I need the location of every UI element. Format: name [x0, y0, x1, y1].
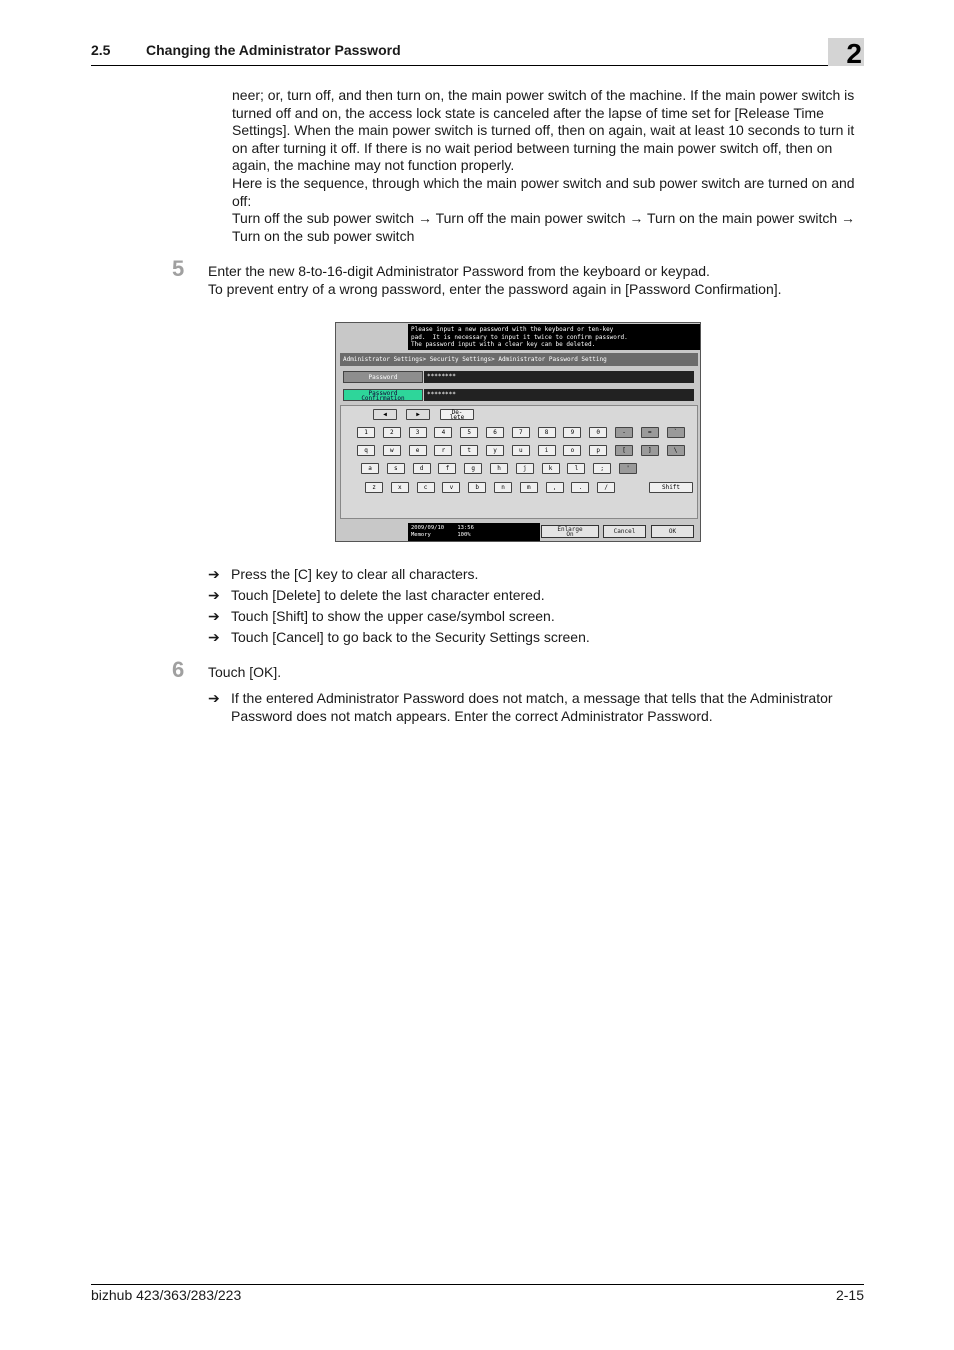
bullet-text-line-1: If the entered Administrator Password does not match, a message that tells that the Administrator: [231, 690, 833, 706]
section-title: Changing the Administrator Password: [146, 42, 401, 58]
key-row3-9[interactable]: ;: [593, 463, 611, 474]
step5-line-2: To prevent entry of a wrong password, enter the password again in [Password Confirmation].: [208, 280, 782, 297]
footer-rule: [91, 1284, 864, 1285]
key-row2-7[interactable]: i: [538, 445, 556, 456]
key-row1-11[interactable]: =: [641, 427, 659, 438]
key-row4-3[interactable]: v: [442, 482, 460, 493]
key-row2-10[interactable]: [: [615, 445, 633, 456]
cancel-button[interactable]: Cancel: [603, 525, 646, 538]
key-row2-2[interactable]: e: [409, 445, 427, 456]
key-row1-0[interactable]: 1: [357, 427, 375, 438]
key-row3-0[interactable]: a: [361, 463, 379, 474]
key-row3-2[interactable]: d: [413, 463, 431, 474]
key-row3-8[interactable]: l: [567, 463, 585, 474]
status-bar: 2009/09/10 13:56 Memory 100%: [408, 523, 540, 541]
password-confirmation-field[interactable]: ********: [424, 389, 694, 401]
key-row1-3[interactable]: 4: [434, 427, 452, 438]
key-row4-1[interactable]: x: [391, 482, 409, 493]
key-row4-2[interactable]: c: [417, 482, 435, 493]
chapter-number: 2: [846, 38, 862, 69]
key-row1-6[interactable]: 7: [512, 427, 530, 438]
step-number-5: 5: [172, 256, 185, 281]
password-field[interactable]: ********: [424, 371, 694, 383]
key-row1-1[interactable]: 2: [383, 427, 401, 438]
step6-text: Touch [OK].: [208, 664, 282, 680]
key-row1-8[interactable]: 9: [563, 427, 581, 438]
password-entry-screen: [335, 322, 701, 542]
password-confirmation-button[interactable]: Password Confirmation: [343, 389, 423, 401]
paragraph-power-cycle: neer; or, turn off, and then turn on, the main power switch of the machine. If the main power switch is turned off and on, the access lock state is canceled after the lapse of time set for [Release Time Settings]. When the main power switch is turned off, then on again, wait at least 10 seconds to turn it on after turning it off. If there is no wait period between turning the main power switch off, then on again, the machine may not function properly.: [232, 87, 855, 174]
key-row4-4[interactable]: b: [468, 482, 486, 493]
delete-button[interactable]: De- lete: [440, 409, 474, 420]
footer-page-number: 2-15: [835, 1287, 864, 1303]
key-row1-12[interactable]: `: [667, 427, 685, 438]
key-row1-9[interactable]: 0: [589, 427, 607, 438]
key-row1-10[interactable]: -: [615, 427, 633, 438]
arrow-right-icon: ➔: [208, 608, 220, 624]
step5-text: [208, 263, 868, 298]
keyboard-area: [340, 405, 698, 519]
key-row1-2[interactable]: 3: [409, 427, 427, 438]
arrow-right-icon: ➔: [208, 690, 220, 706]
section-number: 2.5: [91, 42, 111, 58]
bullet-text: Touch [Cancel] to go back to the Security Settings screen.: [231, 629, 590, 645]
key-row2-8[interactable]: o: [563, 445, 581, 456]
key-row1-4[interactable]: 5: [460, 427, 478, 438]
footer-model: bizhub 423/363/283/223: [91, 1287, 242, 1303]
shift-button[interactable]: Shift: [649, 482, 693, 493]
step-number-6: 6: [172, 657, 185, 682]
chapter-tab: [828, 38, 864, 69]
arrow-right-icon: ➔: [208, 566, 220, 582]
screen-message: Please input a new password with the keyboard or ten-key pad. It is necessary to input it twice to confirm password. The password input with a clear key can be deleted.: [408, 324, 700, 350]
cursor-right-button[interactable]: [406, 409, 430, 420]
key-row2-11[interactable]: ]: [641, 445, 659, 456]
key-row3-10[interactable]: ': [619, 463, 637, 474]
arrow-right-icon: ▶: [416, 411, 420, 418]
key-row3-6[interactable]: j: [516, 463, 534, 474]
key-row2-1[interactable]: w: [383, 445, 401, 456]
key-row2-9[interactable]: p: [589, 445, 607, 456]
step5-line-1: Enter the new 8-to-16-digit Administrator Password from the keyboard or keypad.: [208, 263, 710, 279]
key-row2-12[interactable]: \: [667, 445, 685, 456]
password-field-button[interactable]: Password: [343, 371, 423, 383]
key-row3-5[interactable]: h: [490, 463, 508, 474]
screen-breadcrumb: Administrator Settings> Security Settings> Administrator Password Setting: [340, 353, 698, 366]
header-rule: [91, 65, 864, 66]
key-row4-7[interactable]: ,: [546, 482, 564, 493]
key-row2-6[interactable]: u: [512, 445, 530, 456]
enlarge-button[interactable]: Enlarge On: [541, 525, 599, 538]
key-row2-0[interactable]: q: [357, 445, 375, 456]
key-row2-5[interactable]: y: [486, 445, 504, 456]
bullet-text-line-2: Password does not match appears. Enter the correct Administrator Password.: [231, 707, 713, 724]
key-row3-1[interactable]: s: [387, 463, 405, 474]
key-row2-4[interactable]: t: [460, 445, 478, 456]
paragraph-sequence: Turn off the sub power switch → Turn off the main power switch → Turn on the main power switch → Turn on the sub power switch: [232, 210, 856, 244]
cursor-left-button[interactable]: [373, 409, 397, 420]
key-row1-7[interactable]: 8: [538, 427, 556, 438]
arrow-right-icon: ➔: [208, 587, 220, 603]
key-row4-0[interactable]: z: [365, 482, 383, 493]
bullet-text: Press the [C] key to clear all characters.: [231, 566, 479, 582]
key-row1-5[interactable]: 6: [486, 427, 504, 438]
ok-button[interactable]: OK: [651, 525, 694, 538]
key-row3-4[interactable]: g: [464, 463, 482, 474]
key-row4-9[interactable]: /: [597, 482, 615, 493]
key-row4-6[interactable]: m: [520, 482, 538, 493]
key-row3-7[interactable]: k: [542, 463, 560, 474]
key-row3-3[interactable]: f: [438, 463, 456, 474]
continuation-block: [232, 87, 862, 245]
bullet-text: Touch [Delete] to delete the last character entered.: [231, 587, 545, 603]
key-row4-8[interactable]: .: [571, 482, 589, 493]
arrow-left-icon: ◀: [383, 411, 387, 418]
arrow-right-icon: ➔: [208, 629, 220, 645]
paragraph-sequence-intro: Here is the sequence, through which the main power switch and sub power switch are turned on and off:: [232, 174, 855, 209]
key-row4-5[interactable]: n: [494, 482, 512, 493]
bullet-text: Touch [Shift] to show the upper case/symbol screen.: [231, 608, 555, 624]
key-row2-3[interactable]: r: [434, 445, 452, 456]
